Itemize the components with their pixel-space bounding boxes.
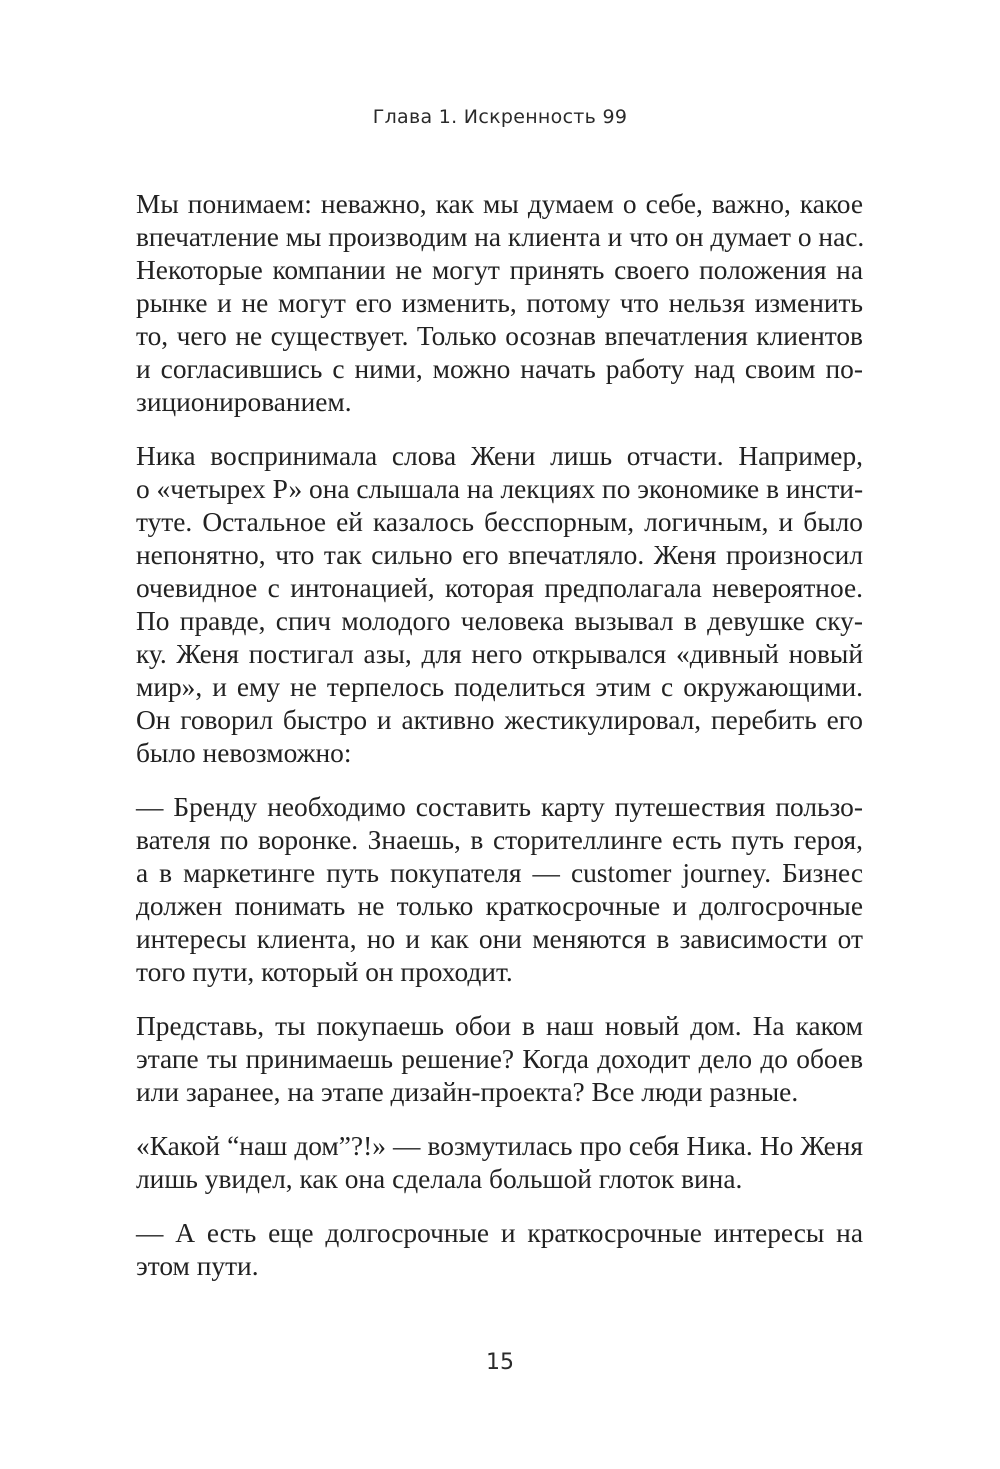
page-number: 15 — [486, 1350, 514, 1375]
paragraph-5 — [136, 1130, 863, 1196]
text-line: Мы понимаем: неважно, как мы думаем о себе, важно, какое — [136, 189, 863, 219]
text-line: ку. Женя постигал азы, для него открывался «дивный новый — [136, 639, 863, 669]
text-line: того пути, который он проходит. — [136, 957, 513, 987]
text-line: рынке и не могут его изменить, потому что нельзя изменить — [136, 288, 863, 318]
text-line: о «четырех Р» она слышала на лекциях по экономике в инсти- — [136, 474, 864, 504]
text-line: Представь, ты покупаешь обои в наш новый дом. На каком — [136, 1011, 863, 1041]
paragraph-4 — [136, 1010, 863, 1109]
text-line: «Какой “наш дом”?!» — возмутилась про себя Ника. Но Женя — [136, 1131, 863, 1161]
text-line: туте. Остальное ей казалось бесспорным, логичным, и было — [136, 507, 863, 537]
text-line: или заранее, на этапе дизайн-проекта? Все люди разные. — [136, 1077, 799, 1107]
text-line: этапе ты принимаешь решение? Когда доходит дело до обоев — [136, 1044, 863, 1074]
text-line: было невозможно: — [136, 738, 352, 768]
paragraph-1 — [136, 188, 863, 419]
text-line: мир», и ему не терпелось поделиться этим с окружающими. — [136, 672, 863, 702]
text-line: очевидное с интонацией, которая предполагала невероятное. — [136, 573, 863, 603]
text-line: непонятно, что так сильно его впечатляло. Женя произносил — [136, 540, 863, 570]
text-line: Ника воспринимала слова Жени лишь отчасти. Например, — [136, 441, 863, 471]
text-line: Некоторые компании не могут принять своего положения на — [136, 255, 863, 285]
running-head: Глава 1. Искренность 99 — [372, 106, 628, 128]
text-line: этом пути. — [136, 1251, 259, 1281]
text-line: то, чего не существует. Только осознав впечатления клиентов — [136, 321, 863, 351]
text-line: Он говорил быстро и активно жестикулировал, перебить его — [136, 705, 863, 735]
text-line: а в маркетинге путь покупателя — customer journey. Бизнес — [136, 858, 863, 888]
text-line: — А есть еще долгосрочные и краткосрочные интересы на — [136, 1218, 863, 1248]
paragraph-3 — [136, 791, 863, 989]
text-line: лишь увидел, как она сделала большой глоток вина. — [136, 1164, 743, 1194]
text-line: вателя по воронке. Знаешь, в сторителлинге есть путь героя, — [136, 825, 863, 855]
paragraph-2 — [136, 440, 863, 770]
text-line: интересы клиента, но и как они меняются в зависимости от — [136, 924, 863, 954]
text-line: — Бренду необходимо составить карту путешествия пользо- — [136, 792, 863, 822]
paragraph-6 — [136, 1217, 863, 1283]
text-line: зиционированием. — [136, 387, 352, 417]
text-line: должен понимать не только краткосрочные и долгосрочные — [136, 891, 863, 921]
text-line: впечатление мы производим на клиента и что он думает о нас. — [136, 222, 865, 252]
text-line: По правде, спич молодого человека вызывал в девушке ску- — [136, 606, 863, 636]
text-line: и согласившись с ними, можно начать работу над своим по- — [136, 354, 863, 384]
body-text — [136, 188, 863, 1304]
